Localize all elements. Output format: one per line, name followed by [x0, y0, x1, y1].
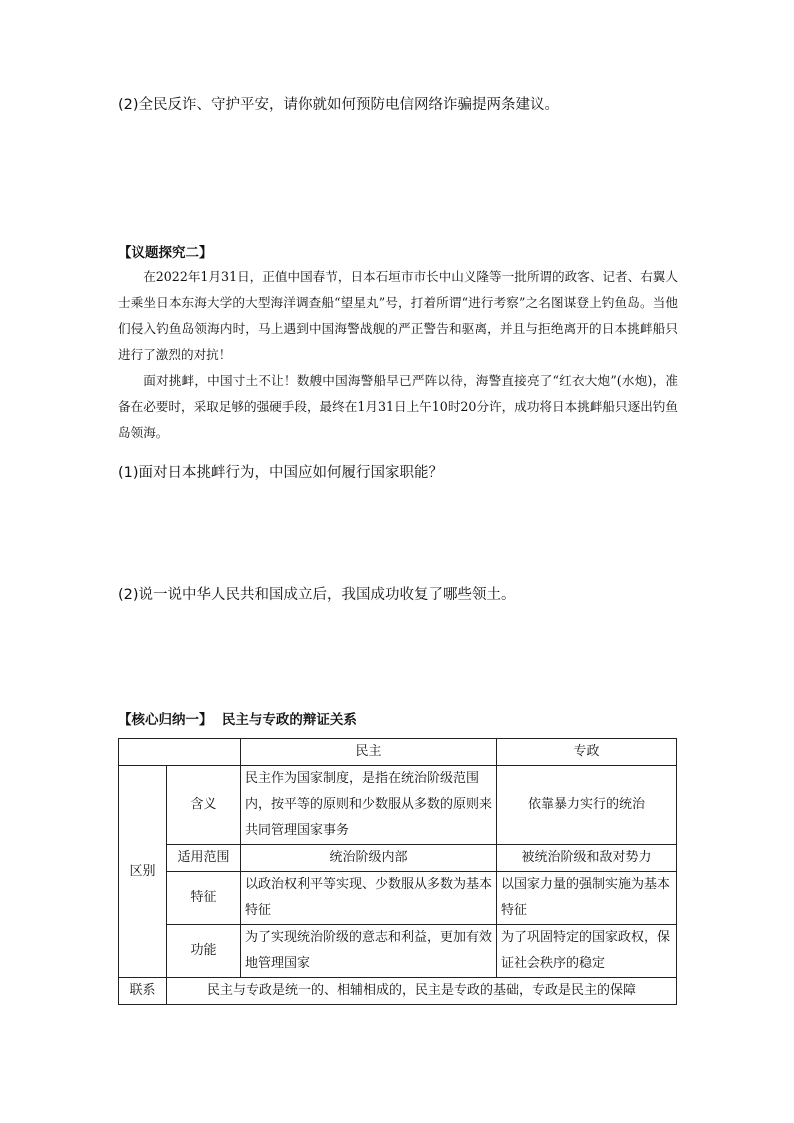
question-2-recovered-territory: (2)说一说中华人民共和国成立后，我国成功收复了哪些领土。 [118, 587, 516, 603]
header-democracy: 民主 [241, 739, 497, 766]
question-2-anti-fraud: (2)全民反诈、守护平安，请你就如何预防电信网络诈骗提两条建议。 [118, 97, 560, 113]
section-title-topic-two: 【议题探究二】 [118, 245, 213, 261]
democracy-cell: 民主作为国家制度，是指在统治阶级范围内，按平等的原则和少数服从多数的原则来共同管理国家事务 [241, 766, 497, 845]
case-paragraph-2: 面对挑衅，中国寸土不让！数艘中国海警船早已严阵以待，海警直接亮了“红衣大炮”(水炮)，准备在必要时，采取足够的强硬手段，最终在1月31日上午10时20分许，成功将日本挑衅船只逐出钓鱼岛领海。 [118, 373, 678, 440]
democracy-cell: 统治阶级内部 [241, 845, 497, 872]
row-label: 功能 [167, 925, 241, 978]
header-dictatorship: 专政 [497, 739, 677, 766]
core-summary-title: 【核心归纳一】 民主与专政的辩证关系 [118, 712, 357, 728]
row-label: 特征 [167, 872, 241, 925]
dictatorship-cell: 为了巩固特定的国家政权，保证社会秩序的稳定 [497, 925, 677, 978]
table-row [119, 766, 677, 845]
dictatorship-cell: 被统治阶级和敌对势力 [497, 845, 677, 872]
democracy-cell: 以政治权利平等实现、少数服从多数为基本特征 [241, 872, 497, 925]
header-blank-cell [119, 739, 241, 766]
democracy-cell: 为了实现统治阶级的意志和利益，更加有效地管理国家 [241, 925, 497, 978]
row-label: 适用范围 [167, 845, 241, 872]
row-label: 含义 [167, 766, 241, 845]
case-paragraph-1: 在2022年1月31日，正值中国春节，日本石垣市市长中山义隆等一批所谓的政客、记者、右翼人士乘坐日本东海大学的大型海洋调查船“望星丸”号，打着所谓“进行考察”之名图谋登上钓鱼岛。当他们侵入钓鱼岛领海内时，马上遇到中国海警战舰的严正警告和驱离，并且与拒绝离开的日本挑衅船只进行了激烈的对抗！ [118, 269, 678, 362]
table-row [119, 872, 677, 925]
dictatorship-cell: 依靠暴力实行的统治 [497, 766, 677, 845]
table-row [119, 925, 677, 978]
link-text: 民主与专政是统一的、相辅相成的，民主是专政的基础，专政是民主的保障 [167, 978, 677, 1005]
table-header-row [119, 739, 677, 766]
democracy-dictatorship-table [118, 738, 677, 1005]
table-row [119, 845, 677, 872]
link-label: 联系 [119, 978, 167, 1005]
table-row-link [119, 978, 677, 1005]
question-1-state-functions: (1)面对日本挑衅行为，中国应如何履行国家职能？ [118, 465, 444, 481]
dictatorship-cell: 以国家力量的强制实施为基本特征 [497, 872, 677, 925]
group-label-difference: 区别 [119, 766, 167, 978]
case-material [118, 264, 678, 446]
